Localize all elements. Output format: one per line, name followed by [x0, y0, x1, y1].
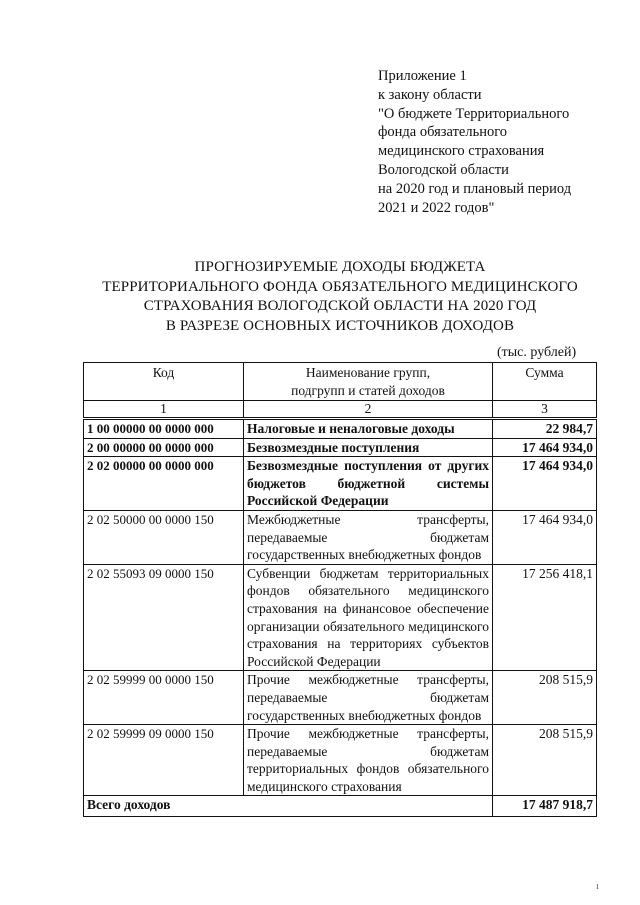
header-name	[244, 363, 493, 401]
row-name: Прочие межбюджетные трансферты, передаваемые бюджетам территориальных фондов обязательного медицинского страхования	[244, 725, 493, 796]
document-title	[40, 258, 640, 336]
appendix-line: фонда обязательного	[378, 124, 508, 141]
row-name: Налоговые и неналоговые доходы	[244, 419, 493, 439]
appendix-line: к закону области	[378, 86, 482, 103]
total-amount: 17 487 918,7	[493, 796, 597, 817]
row-name: Безвозмездные поступления	[244, 438, 493, 457]
appendix-line: Приложение 1	[378, 68, 467, 84]
column-number: 3	[493, 401, 597, 419]
table-header-row	[84, 363, 597, 401]
appendix-line: на 2020 год и плановый период	[378, 180, 572, 197]
title-line: В РАЗРЕЗЕ ОСНОВНЫХ ИСТОЧНИКОВ ДОХОДОВ	[165, 317, 515, 334]
row-code: 2 00 00000 00 0000 000	[84, 438, 244, 457]
header-amount: Сумма	[493, 363, 597, 401]
row-amount: 17 256 418,1	[493, 564, 597, 671]
row-name: Межбюджетные трансферты, передаваемые бюджетам государственных внебюджетных фондов	[244, 510, 493, 564]
table-row	[84, 725, 597, 796]
row-name: Прочие межбюджетные трансферты, передаваемые бюджетам государственных внебюджетных фондов	[244, 671, 493, 725]
title-line: ПРОГНОЗИРУЕМЫЕ ДОХОДЫ БЮДЖЕТА	[194, 259, 486, 275]
appendix-line: 2021 и 2022 годов"	[378, 199, 495, 216]
row-amount: 22 984,7	[493, 419, 597, 439]
column-number: 2	[244, 401, 493, 419]
total-row	[84, 796, 597, 817]
total-label: Всего доходов	[84, 796, 493, 817]
appendix-line: медицинского страхования	[378, 143, 545, 160]
row-code: 2 02 00000 00 0000 000	[84, 457, 244, 511]
title-line: ТЕРРИТОРИАЛЬНОГО ФОНДА ОБЯЗАТЕЛЬНОГО МЕДИЦИНСКОГО	[102, 278, 578, 295]
row-amount: 17 464 934,0	[493, 457, 597, 511]
row-name: Безвозмездные поступления от других бюджетов бюджетной системы Российской Федерации	[244, 457, 493, 511]
table-row	[84, 438, 597, 457]
header-name-line: Наименование групп,	[305, 365, 431, 380]
scan-mark: ı	[596, 881, 599, 892]
units-label: (тыс. рублей)	[497, 345, 577, 360]
appendix-line: "О бюджете Территориального	[378, 105, 570, 122]
table-row	[84, 564, 597, 671]
revenue-table	[83, 362, 597, 817]
row-amount: 208 515,9	[493, 725, 597, 796]
row-code: 2 02 50000 00 0000 150	[84, 510, 244, 564]
table-row	[84, 510, 597, 564]
title-line: СТРАХОВАНИЯ ВОЛОГОДСКОЙ ОБЛАСТИ НА 2020 ГОД	[143, 298, 537, 314]
column-number: 1	[84, 401, 244, 419]
table-row	[84, 457, 597, 511]
row-amount: 17 464 934,0	[493, 438, 597, 457]
row-code: 1 00 00000 00 0000 000	[84, 419, 244, 439]
table-row	[84, 419, 597, 439]
appendix-reference	[378, 67, 618, 217]
row-code: 2 02 55093 09 0000 150	[84, 564, 244, 671]
row-name: Субвенции бюджетам территориальных фондов обязательного медицинского страхования на финансовое обеспечение организации обязательного медицинского страхования на территориях субъектов Российской Федерации	[244, 564, 493, 671]
row-code: 2 02 59999 00 0000 150	[84, 671, 244, 725]
row-amount: 208 515,9	[493, 671, 597, 725]
header-code: Код	[84, 363, 244, 401]
appendix-line: Вологодской области	[378, 161, 509, 178]
row-code: 2 02 59999 09 0000 150	[84, 725, 244, 796]
header-name-line: подгрупп и статей доходов	[291, 382, 445, 398]
column-number-row	[84, 401, 597, 419]
table-row	[84, 671, 597, 725]
row-amount: 17 464 934,0	[493, 510, 597, 564]
